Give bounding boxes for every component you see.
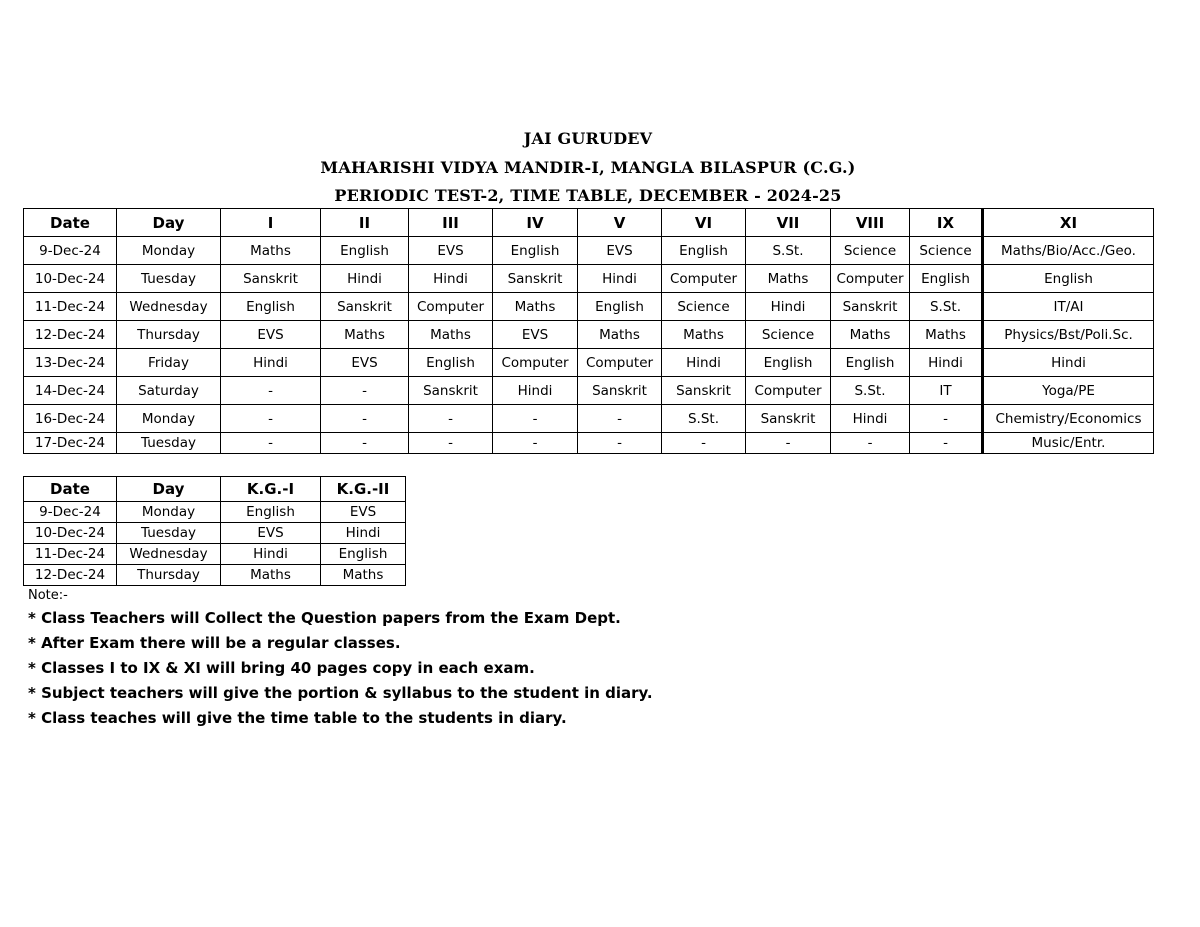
timetable-cell: - <box>910 433 983 454</box>
timetable-cell: - <box>221 433 321 454</box>
timetable-cell: Maths <box>493 293 578 321</box>
timetable-cell: Maths <box>578 321 662 349</box>
timetable-cell: S.St. <box>662 405 746 433</box>
timetable-cell: - <box>746 433 831 454</box>
timetable-header-cell: XI <box>983 209 1154 237</box>
timetable-cell: Thursday <box>117 321 221 349</box>
timetable-header-cell: VI <box>662 209 746 237</box>
timetable-cell: Saturday <box>117 377 221 405</box>
timetable-cell: Maths <box>409 321 493 349</box>
timetable-header-cell: III <box>409 209 493 237</box>
timetable-cell: - <box>493 405 578 433</box>
timetable-cell: Sanskrit <box>831 293 910 321</box>
kg-cell: English <box>221 502 321 523</box>
note-item: * Subject teachers will give the portion & syllabus to the student in diary. <box>28 684 653 702</box>
timetable-header-cell: II <box>321 209 409 237</box>
timetable-header-cell: Day <box>117 209 221 237</box>
timetable-header-cell: VIII <box>831 209 910 237</box>
timetable-cell: 11-Dec-24 <box>24 293 117 321</box>
timetable-row <box>24 405 1154 433</box>
timetable-cell: S.St. <box>910 293 983 321</box>
timetable-cell: Computer <box>746 377 831 405</box>
kg-header-cell: K.G.-II <box>321 477 406 502</box>
timetable-row <box>24 349 1154 377</box>
timetable-cell: - <box>321 433 409 454</box>
timetable-cell: Maths <box>910 321 983 349</box>
timetable-cell: Science <box>910 237 983 265</box>
timetable-cell: Hindi <box>578 265 662 293</box>
timetable-cell: Maths <box>321 321 409 349</box>
timetable-cell: 16-Dec-24 <box>24 405 117 433</box>
timetable-cell: - <box>321 377 409 405</box>
kg-cell: Wednesday <box>117 544 221 565</box>
timetable-header-cell: IV <box>493 209 578 237</box>
timetable-cell: Maths <box>746 265 831 293</box>
timetable-cell: Sanskrit <box>662 377 746 405</box>
kg-row <box>24 544 406 565</box>
timetable-header-cell: I <box>221 209 321 237</box>
timetable-cell: Hindi <box>321 265 409 293</box>
timetable-cell: Hindi <box>221 349 321 377</box>
note-item: * After Exam there will be a regular classes. <box>28 634 401 652</box>
timetable-cell: Sanskrit <box>746 405 831 433</box>
timetable-cell: Music/Entr. <box>983 433 1154 454</box>
timetable-cell: - <box>578 405 662 433</box>
timetable-header-cell: Date <box>24 209 117 237</box>
timetable-row <box>24 321 1154 349</box>
timetable-cell: EVS <box>321 349 409 377</box>
school-motto: JAI GURUDEV <box>523 129 653 148</box>
kg-cell: Maths <box>321 565 406 586</box>
kg-cell: 10-Dec-24 <box>24 523 117 544</box>
kg-row <box>24 565 406 586</box>
timetable-cell: English <box>662 237 746 265</box>
kg-header-cell: Day <box>117 477 221 502</box>
timetable-row <box>24 433 1154 454</box>
timetable-cell: Sanskrit <box>493 265 578 293</box>
timetable-cell: Monday <box>117 405 221 433</box>
timetable-cell: Science <box>662 293 746 321</box>
timetable-cell: Computer <box>409 293 493 321</box>
timetable-cell: Computer <box>662 265 746 293</box>
timetable-cell: Hindi <box>983 349 1154 377</box>
notes-section <box>28 586 928 731</box>
timetable-cell: English <box>221 293 321 321</box>
kg-cell: English <box>321 544 406 565</box>
timetable-cell: IT <box>910 377 983 405</box>
kg-cell: 12-Dec-24 <box>24 565 117 586</box>
timetable-body <box>24 237 1154 454</box>
timetable-cell: EVS <box>493 321 578 349</box>
timetable-cell: English <box>409 349 493 377</box>
timetable-cell: Hindi <box>409 265 493 293</box>
timetable-cell: Sanskrit <box>409 377 493 405</box>
timetable-cell: Tuesday <box>117 265 221 293</box>
note-item: * Class Teachers will Collect the Question papers from the Exam Dept. <box>28 609 621 627</box>
timetable-cell: S.St. <box>746 237 831 265</box>
kg-body <box>24 502 406 586</box>
timetable-header-cell: IX <box>910 209 983 237</box>
timetable-cell: Hindi <box>831 405 910 433</box>
timetable-cell: - <box>493 433 578 454</box>
kg-cell: Hindi <box>221 544 321 565</box>
timetable-cell: Wednesday <box>117 293 221 321</box>
note-item: * Classes I to IX & XI will bring 40 pages copy in each exam. <box>28 659 535 677</box>
kg-timetable <box>23 476 406 586</box>
timetable-cell: 10-Dec-24 <box>24 265 117 293</box>
school-name: MAHARISHI VIDYA MANDIR-I, MANGLA BILASPUR (C.G.) <box>320 158 856 177</box>
timetable-cell: Sanskrit <box>578 377 662 405</box>
kg-cell: EVS <box>321 502 406 523</box>
timetable-cell: - <box>910 405 983 433</box>
timetable-row <box>24 265 1154 293</box>
timetable-cell: English <box>983 265 1154 293</box>
timetable-cell: Sanskrit <box>321 293 409 321</box>
timetable-cell: English <box>746 349 831 377</box>
timetable-cell: 13-Dec-24 <box>24 349 117 377</box>
timetable-cell: - <box>409 405 493 433</box>
kg-cell: 11-Dec-24 <box>24 544 117 565</box>
page-title: PERIODIC TEST-2, TIME TABLE, DECEMBER - 2024-25 <box>334 186 842 205</box>
timetable-cell: - <box>321 405 409 433</box>
timetable-cell: English <box>910 265 983 293</box>
timetable-cell: EVS <box>221 321 321 349</box>
kg-cell: Tuesday <box>117 523 221 544</box>
timetable-cell: - <box>831 433 910 454</box>
timetable-header-cell: VII <box>746 209 831 237</box>
timetable-cell: - <box>578 433 662 454</box>
timetable-cell: English <box>493 237 578 265</box>
timetable-cell: - <box>662 433 746 454</box>
timetable-cell: Friday <box>117 349 221 377</box>
kg-cell: 9-Dec-24 <box>24 502 117 523</box>
timetable-row <box>24 293 1154 321</box>
timetable-header-cell: V <box>578 209 662 237</box>
timetable-cell: S.St. <box>831 377 910 405</box>
timetable-cell: Monday <box>117 237 221 265</box>
kg-header-row <box>24 477 406 502</box>
kg-cell: Maths <box>221 565 321 586</box>
timetable-cell: Computer <box>578 349 662 377</box>
timetable-cell: English <box>831 349 910 377</box>
timetable-cell: Maths <box>221 237 321 265</box>
timetable-cell: 12-Dec-24 <box>24 321 117 349</box>
kg-cell: Hindi <box>321 523 406 544</box>
timetable-cell: English <box>321 237 409 265</box>
timetable-row <box>24 237 1154 265</box>
timetable-cell: IT/AI <box>983 293 1154 321</box>
timetable-cell: - <box>221 377 321 405</box>
timetable-cell: Hindi <box>662 349 746 377</box>
timetable-cell: Hindi <box>493 377 578 405</box>
timetable-cell: Computer <box>831 265 910 293</box>
kg-header-cell: K.G.-I <box>221 477 321 502</box>
notes-label: Note:- <box>28 588 68 603</box>
timetable-row <box>24 377 1154 405</box>
timetable-cell: EVS <box>409 237 493 265</box>
kg-row <box>24 502 406 523</box>
kg-cell: Monday <box>117 502 221 523</box>
timetable-cell: 14-Dec-24 <box>24 377 117 405</box>
kg-header-cell: Date <box>24 477 117 502</box>
timetable-cell: Computer <box>493 349 578 377</box>
note-item: * Class teaches will give the time table to the students in diary. <box>28 709 567 727</box>
timetable-cell: Science <box>746 321 831 349</box>
timetable-cell: English <box>578 293 662 321</box>
kg-row <box>24 523 406 544</box>
kg-cell: Thursday <box>117 565 221 586</box>
timetable-cell: EVS <box>578 237 662 265</box>
timetable-cell: 9-Dec-24 <box>24 237 117 265</box>
timetable-cell: Maths <box>831 321 910 349</box>
timetable-cell: Hindi <box>746 293 831 321</box>
timetable-cell: 17-Dec-24 <box>24 433 117 454</box>
timetable-cell: Physics/Bst/Poli.Sc. <box>983 321 1154 349</box>
timetable-header-row <box>24 209 1154 237</box>
timetable-cell: - <box>221 405 321 433</box>
timetable-cell: Maths/Bio/Acc./Geo. <box>983 237 1154 265</box>
kg-cell: EVS <box>221 523 321 544</box>
timetable-cell: Chemistry/Economics <box>983 405 1154 433</box>
timetable-cell: - <box>409 433 493 454</box>
timetable-cell: Science <box>831 237 910 265</box>
timetable-cell: Maths <box>662 321 746 349</box>
exam-timetable <box>23 208 1154 454</box>
timetable-cell: Sanskrit <box>221 265 321 293</box>
timetable-cell: Yoga/PE <box>983 377 1154 405</box>
timetable-cell: Hindi <box>910 349 983 377</box>
timetable-cell: Tuesday <box>117 433 221 454</box>
